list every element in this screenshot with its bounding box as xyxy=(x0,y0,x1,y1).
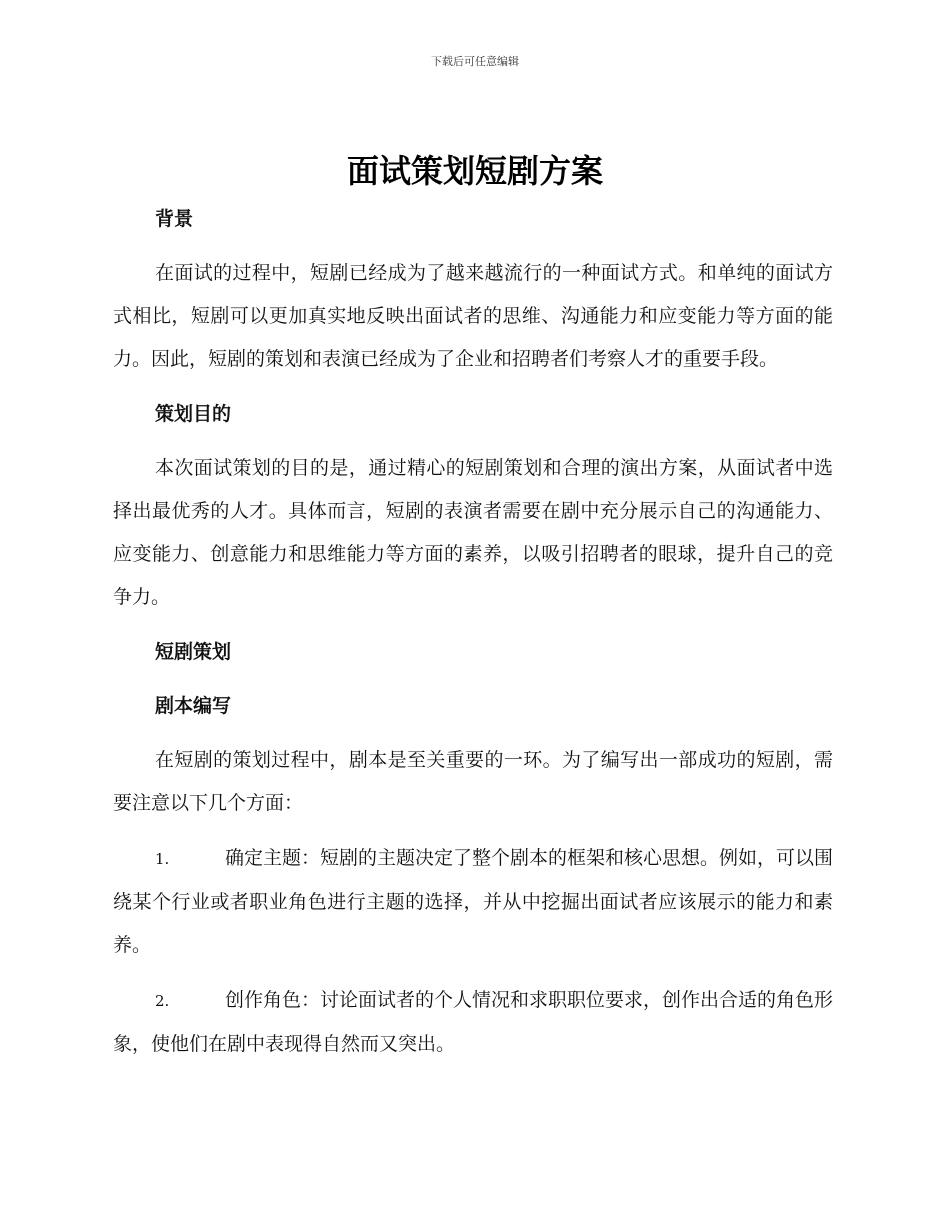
section-heading-purpose: 策划目的 xyxy=(155,403,232,425)
paragraph-script: 在短剧的策划过程中，剧本是至关重要的一环。为了编写出一部成功的短剧，需要注意以下几个方面： xyxy=(113,749,833,814)
list-item-number: 2. xyxy=(155,992,170,1010)
list-item-text: 确定主题：短剧的主题决定了整个剧本的框架和核心思想。例如，可以围绕某个行业或者职业角色进行主题的选择，并从中挖掘出面试者应该展示的能力和素养。 xyxy=(113,847,834,956)
list-item xyxy=(113,837,833,967)
paragraph-purpose: 本次面试策划的目的是，通过精心的短剧策划和合理的演出方案，从面试者中选择出最优秀的人才。具体而言，短剧的表演者需要在剧中充分展示自己的沟通能力、应变能力、创意能力和思维能力等方面的素养，以吸引招聘者的眼球，提升自己的竞争力。 xyxy=(113,457,833,608)
document-title: 面试策划短剧方案 xyxy=(346,152,603,190)
document-body xyxy=(113,198,833,1078)
list-item xyxy=(113,979,833,1066)
section-heading-planning: 短剧策划 xyxy=(155,641,232,663)
list-item-number: 1. xyxy=(155,850,170,868)
section-heading-script: 剧本编写 xyxy=(155,695,232,717)
header-note: 下载后可任意编辑 xyxy=(431,55,519,68)
section-heading-background: 背景 xyxy=(155,208,194,230)
list-item-text: 创作角色：讨论面试者的个人情况和求职职位要求，创作出合适的角色形象，使他们在剧中表现得自然而又突出。 xyxy=(113,989,834,1055)
paragraph-background: 在面试的过程中，短剧已经成为了越来越流行的一种面试方式。和单纯的面试方式相比，短剧可以更加真实地反映出面试者的思维、沟通能力和应变能力等方面的能力。因此，短剧的策划和表演已经成为了企业和招聘者们考察人才的重要手段。 xyxy=(113,262,833,370)
